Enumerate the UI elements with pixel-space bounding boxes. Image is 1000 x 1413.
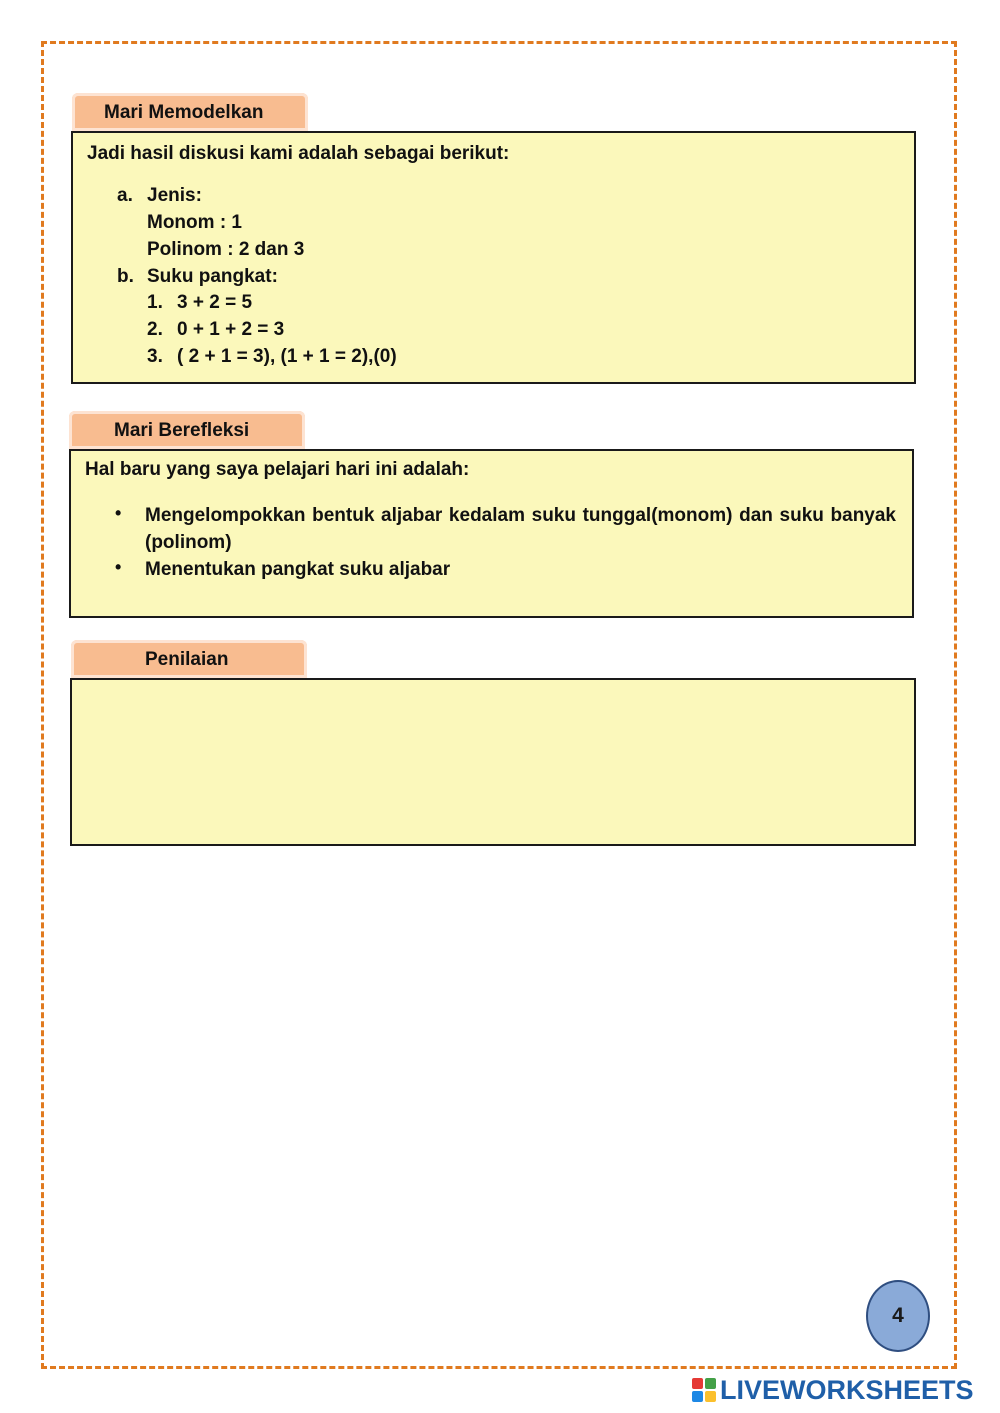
tab-label: Mari Berefleksi — [114, 420, 250, 441]
tab-penilaian — [71, 640, 307, 678]
reflect-heading: Hal baru yang saya pelajari hari ini adalah: — [85, 459, 470, 480]
page-number: 4 — [892, 1304, 904, 1327]
tab-mari-memodelkan — [72, 93, 308, 131]
item-a-line-polinom: Polinom : 2 dan 3 — [147, 239, 305, 260]
item-b-label: Suku pangkat: — [147, 266, 278, 287]
item-b-marker: b. — [117, 266, 134, 287]
bullet-icon: • — [115, 503, 122, 523]
model-box — [71, 131, 916, 384]
brand-name: LIVEWORKSHEETS — [720, 1374, 974, 1405]
subitem-marker: 3. — [147, 346, 163, 367]
subitem-text: ( 2 + 1 = 3), (1 + 1 = 2),(0) — [177, 346, 397, 367]
tab-mari-berefleksi — [69, 411, 305, 449]
reflect-bullet: Menentukan pangkat suku aljabar — [145, 559, 451, 580]
item-a-marker: a. — [117, 185, 133, 206]
reflect-box — [69, 449, 914, 618]
tab-label: Mari Memodelkan — [104, 102, 264, 123]
model-heading: Jadi hasil diskusi kami adalah sebagai berikut: — [87, 143, 510, 164]
subitem-marker: 1. — [147, 292, 163, 313]
item-a-line-monom: Monom : 1 — [147, 212, 242, 233]
page-number-badge — [866, 1280, 930, 1352]
subitem-text: 3 + 2 = 5 — [177, 292, 253, 313]
tab-label: Penilaian — [145, 649, 229, 670]
item-a-label: Jenis: — [147, 185, 202, 206]
subitem-marker: 2. — [147, 319, 163, 340]
reflect-bullet: Mengelompokkan bentuk aljabar kedalam suku tunggal(monom) dan suku banyak (polinom) — [145, 505, 896, 553]
assessment-box[interactable] — [70, 678, 916, 846]
subitem-text: 0 + 1 + 2 = 3 — [177, 319, 285, 340]
bullet-icon: • — [115, 557, 122, 577]
liveworksheets-logo-icon — [692, 1378, 716, 1402]
brand-watermark — [692, 1374, 974, 1406]
